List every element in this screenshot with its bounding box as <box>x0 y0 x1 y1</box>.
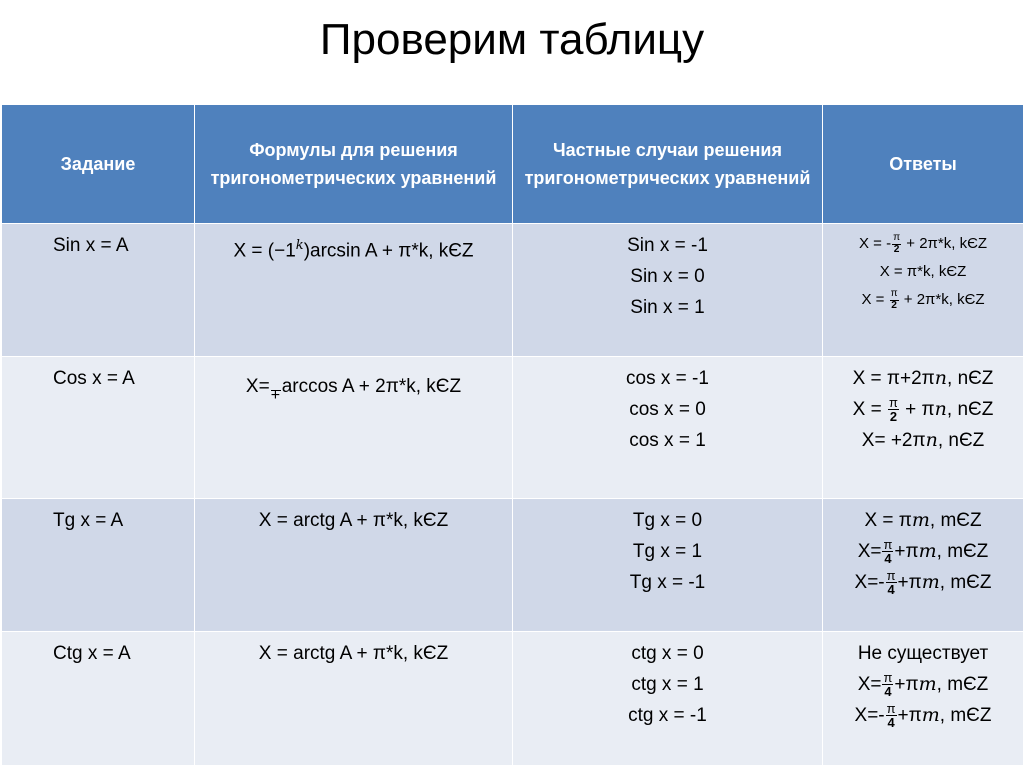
fraction <box>882 538 893 566</box>
fraction <box>888 396 899 424</box>
answer-text: +π <box>897 705 922 726</box>
fraction-denominator: 4 <box>884 551 892 567</box>
table-row-cos <box>2 357 1024 499</box>
case-line: ctg x = -1 <box>628 705 707 726</box>
case-line: Tg x = 0 <box>632 510 703 531</box>
answers-cell <box>823 357 1024 499</box>
task-cell: Cos x = A <box>2 357 195 499</box>
fraction-numerator: π <box>886 700 896 716</box>
formula-cell <box>195 224 513 357</box>
table-row-sin <box>2 224 1024 357</box>
answer-line <box>823 286 1023 314</box>
formula-prefix: X = (−1 <box>233 240 296 262</box>
answer-text: X = - <box>858 235 892 252</box>
case-line: cos x = 1 <box>629 430 706 451</box>
answer-line <box>823 230 1023 258</box>
answer-text: X=- <box>854 572 885 593</box>
answer-variable: n <box>934 367 948 389</box>
fraction-denominator: 4 <box>887 582 895 598</box>
fraction-denominator: 2 <box>889 409 898 425</box>
answer-variable: m <box>918 540 937 562</box>
header-special-cases: Частные случаи решения тригонометрических уравнений <box>513 105 823 224</box>
fraction-denominator: 2 <box>893 243 900 255</box>
answer-text: , mЄZ <box>936 674 989 695</box>
case-line: Tg x = -1 <box>629 572 706 593</box>
fraction <box>892 233 901 255</box>
answers-cell <box>823 632 1024 766</box>
answer-line <box>823 536 1023 567</box>
answer-line <box>823 505 1023 536</box>
fraction-numerator: π <box>883 536 893 552</box>
case-line: Sin x = -1 <box>627 235 708 256</box>
answer-text: , mЄZ <box>936 541 989 562</box>
answer-text: X = <box>852 399 887 420</box>
header-answers: Ответы <box>823 105 1024 224</box>
fraction <box>886 702 897 730</box>
formula-prefix: X= <box>245 376 270 397</box>
cases-cell <box>513 357 823 499</box>
fraction <box>890 289 899 311</box>
fraction-numerator: π <box>890 287 898 299</box>
answer-text: , mЄZ <box>939 705 992 726</box>
answer-text: , nЄZ <box>947 368 994 389</box>
answer-line <box>823 394 1023 425</box>
formula-suffix: arccos A + 2π*k, kЄZ <box>281 376 462 397</box>
answer-text: X = π+2π <box>852 368 935 389</box>
answer-line <box>823 567 1023 598</box>
case-line: cos x = -1 <box>626 368 709 389</box>
formula-cell: X = arctg A + π*k, kЄZ <box>195 632 513 766</box>
case-line: Sin x = 1 <box>630 297 705 318</box>
fraction <box>882 671 893 699</box>
answer-variable: n <box>925 429 938 451</box>
formula-cell <box>195 357 513 499</box>
case-line: Tg x = 1 <box>632 541 703 562</box>
answer-text: X = π <box>864 510 912 531</box>
answers-cell <box>823 499 1024 632</box>
task-cell: Sin x = A <box>2 224 195 357</box>
formula-exponent: k <box>295 238 304 253</box>
case-line: cos x = 0 <box>629 399 706 420</box>
table-row-tg <box>2 499 1024 632</box>
fraction <box>886 569 897 597</box>
answer-variable: m <box>911 509 930 531</box>
answer-text: , mЄZ <box>939 572 992 593</box>
answer-line <box>823 700 1023 731</box>
answer-text: +π <box>894 541 919 562</box>
answer-text: X= +2π <box>861 430 926 451</box>
answer-text: + 2π*k, kЄZ <box>902 235 988 252</box>
answer-text: X = <box>861 291 889 308</box>
answer-line <box>823 425 1023 456</box>
case-line: ctg x = 0 <box>631 643 704 664</box>
formula-suffix: )arcsin A + π*k, kЄZ <box>303 240 474 262</box>
fraction-denominator: 4 <box>884 684 892 700</box>
answer-text: X=- <box>854 705 885 726</box>
trig-table <box>1 104 1024 766</box>
answer-text: , nЄZ <box>946 399 994 420</box>
answer-text: +π <box>894 674 919 695</box>
answer-line: Не существует <box>857 643 989 664</box>
answer-text: + 2π*k, kЄZ <box>899 291 985 308</box>
cases-cell <box>513 224 823 357</box>
table-row-ctg <box>2 632 1024 766</box>
task-cell: Tg x = A <box>2 499 195 632</box>
answer-text: X= <box>857 674 882 695</box>
cases-cell <box>513 632 823 766</box>
formula-cell: X = arctg A + π*k, kЄZ <box>195 499 513 632</box>
cases-cell <box>513 499 823 632</box>
fraction-numerator: π <box>883 669 893 685</box>
header-formulas: Формулы для решения тригонометрических уравнений <box>195 105 513 224</box>
header-row <box>2 105 1024 224</box>
answer-text: +π <box>897 572 922 593</box>
header-task: Задание <box>2 105 195 224</box>
answer-text: X= <box>857 541 882 562</box>
answer-line <box>823 363 1023 394</box>
answers-cell <box>823 224 1024 357</box>
answer-variable: n <box>934 398 947 420</box>
fraction-denominator: 2 <box>891 299 897 311</box>
answer-text: , nЄZ <box>937 430 985 451</box>
answer-variable: m <box>921 571 940 593</box>
fraction-numerator: π <box>886 567 896 583</box>
answer-line: X = π*k, kЄZ <box>879 263 967 280</box>
page-title: Проверим таблицу <box>319 15 705 64</box>
task-cell: Ctg x = A <box>2 632 195 766</box>
answer-line <box>823 669 1023 700</box>
fraction-numerator: π <box>889 394 898 410</box>
answer-variable: m <box>921 704 940 726</box>
case-line: ctg x = 1 <box>631 674 704 695</box>
answer-text: + π <box>899 399 935 420</box>
case-line: Sin x = 0 <box>630 266 705 287</box>
fraction-denominator: 4 <box>887 715 895 731</box>
fraction-numerator: π <box>893 231 901 243</box>
answer-text: , mЄZ <box>929 510 982 531</box>
answer-variable: m <box>918 673 937 695</box>
